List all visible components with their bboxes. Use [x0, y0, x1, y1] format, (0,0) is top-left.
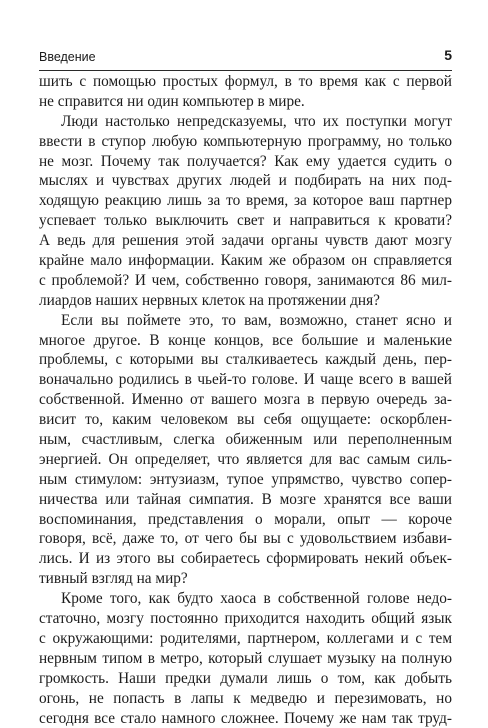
text-line: сегодня все стало намного сложнее. Почему же нам так труд-: [39, 709, 452, 728]
text-line: собственной. Именно от вашего мозга в первую очередь за-: [39, 390, 452, 410]
text-line: ным стимулом: энтузиазм, тупое упрямство, чувство сопер-: [39, 470, 452, 490]
text-line: энергией. Он определяет, что является для вас самым силь-: [39, 450, 452, 470]
text-line: крайне мало информации. Каким же образом он справляется: [39, 251, 452, 271]
header-rule: [39, 70, 452, 71]
text-line: шить с помощью простых формул, в то время как с первой: [39, 72, 452, 92]
text-line: лись. И из этого вы собираетесь сформировать некий объек-: [39, 549, 452, 569]
section-title: Введение: [39, 50, 96, 64]
text-line: громкость. Наши предки думали лишь о том, как добыть: [39, 669, 452, 689]
text-line: ным, счастливым, слегка обиженным или переполненным: [39, 430, 452, 450]
paragraph: [39, 589, 452, 728]
text-line: ничества или тайная симпатия. В мозге хранятся все ваши: [39, 490, 452, 510]
text-line: Кроме того, как будто хаоса в собственной голове недо-: [39, 589, 452, 609]
running-header: [39, 46, 452, 66]
text-line: успевает только выключить свет и направиться к кровати?: [39, 211, 452, 231]
text-line: ввести в ступор любую компьютерную программу, но только: [39, 132, 452, 152]
text-line: нервным типом в метро, который слушает музыку на полную: [39, 649, 452, 669]
text-line: многое другое. В конце концов, все большие и маленькие: [39, 331, 452, 351]
text-line: воспоминания, представления о морали, опыт — короче: [39, 510, 452, 530]
text-line: А ведь для решения этой задачи органы чувств дают мозгу: [39, 231, 452, 251]
paragraph: [39, 112, 452, 311]
text-line: ходящую реакцию лишь за то время, за которое ваш партнер: [39, 191, 452, 211]
text-line: Люди настолько непредсказуемы, что их поступки могут: [39, 112, 452, 132]
text-line: Если вы поймете это, то вам, возможно, станет ясно и: [39, 311, 452, 331]
text-line: висит то, каким человеком вы себя ощущаете: оскорблен-: [39, 410, 452, 430]
text-line: мыслях и чувствах других людей и подбирать на них под-: [39, 171, 452, 191]
text-line: не справится ни один компьютер в мире.: [39, 92, 452, 112]
paragraph: [39, 311, 452, 589]
paragraph: [39, 72, 452, 112]
text-line: статочно, мозгу постоянно приходится находить общий язык: [39, 609, 452, 629]
text-line: воначально родились в чьей-то голове. И чаще всего в вашей: [39, 370, 452, 390]
page-number: 5: [444, 47, 452, 63]
text-line: огонь, не попасть в лапы к медведю и перезимовать, но: [39, 689, 452, 709]
text-line: говоря, всё, даже то, от чего бы вы с удовольствием избави-: [39, 529, 452, 549]
text-line: лиардов наших нервных клеток на протяжении дня?: [39, 291, 452, 311]
text-line: проблемы, с которыми вы сталкиваетесь каждый день, пер-: [39, 350, 452, 370]
text-line: с проблемой? И чем, собственно говоря, занимаются 86 мил-: [39, 271, 452, 291]
text-line: не мозг. Почему так получается? Как ему удается судить о: [39, 152, 452, 172]
text-line: с окружающими: родителями, партнером, коллегами и с тем: [39, 629, 452, 649]
body-text: [39, 72, 452, 728]
text-line: тивный взгляд на мир?: [39, 569, 452, 589]
